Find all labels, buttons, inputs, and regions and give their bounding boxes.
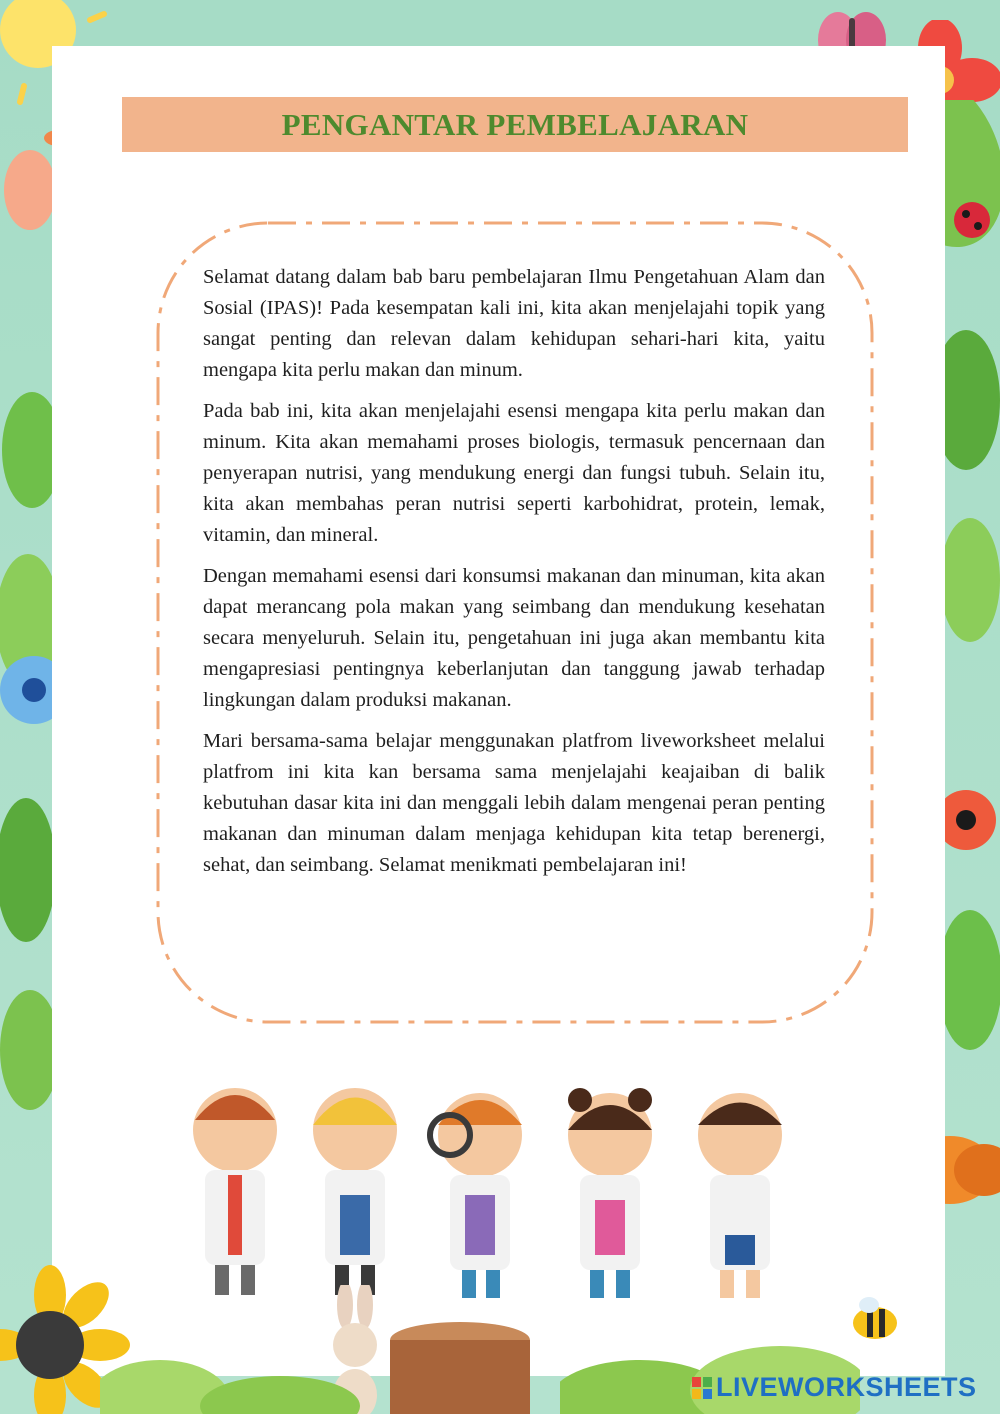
intro-text-box [155, 220, 875, 1025]
kids-scientists-illustration [180, 1075, 800, 1305]
liveworksheets-logo[interactable] [692, 1372, 977, 1403]
paragraph-1: Selamat datang dalam bab baru pembelajaran Ilmu Pengetahuan Alam dan Sosial (IPAS)! Pada kesempatan kali ini, kita akan menjelajahi topik yang sangat penting dan relevan dalam kehidupan sehari-hari kita, yaitu mengapa kita perlu makan dan minum. [203, 266, 825, 381]
tree-stump-icon [380, 1320, 540, 1414]
paragraph-3: Dengan memahami esensi dari konsumsi makanan dan minuman, kita akan dapat merancang pola makan yang seimbang dan mendukung kesehatan secara menyeluruh. Selain itu, pengetahuan ini juga akan membantu kita mengapresiasi pentingnya keberlanjutan dan tanggung jawab terhadap lingkungan dalam produksi makanan. [203, 565, 825, 711]
title-banner [122, 97, 908, 152]
liveworksheets-mark-icon [692, 1377, 712, 1399]
liveworksheets-text: LIVEWORKSHEETS [716, 1372, 977, 1402]
page-title: PENGANTAR PEMBELAJARAN [281, 106, 749, 142]
paragraph-4: Mari bersama-sama belajar menggunakan platfrom liveworksheet melalui platfrom ini kita kan bersama sama menjelajahi keajaiban di balik kebutuhan dasar kita ini dan menggali lebih dalam mengenai peran penting makanan dan minuman dalam menjaga kehidupan kita tetap berenergi, sehat, dan seimbang. Selamat menikmati pembelajaran ini! [203, 730, 825, 876]
paragraph-2: Pada bab ini, kita akan menjelajahi esensi mengapa kita perlu makan dan minum. Kita akan memahami proses biologis, termasuk pencernaan dan penyerapan nutrisi, yang mendukung energi dan fungsi tubuh. Selain itu, kita akan membahas peran nutrisi seperti karbohidrat, protein, lemak, vitamin, dan mineral. [203, 400, 825, 546]
bushes-icon [100, 1330, 380, 1414]
intro-text [203, 262, 825, 891]
